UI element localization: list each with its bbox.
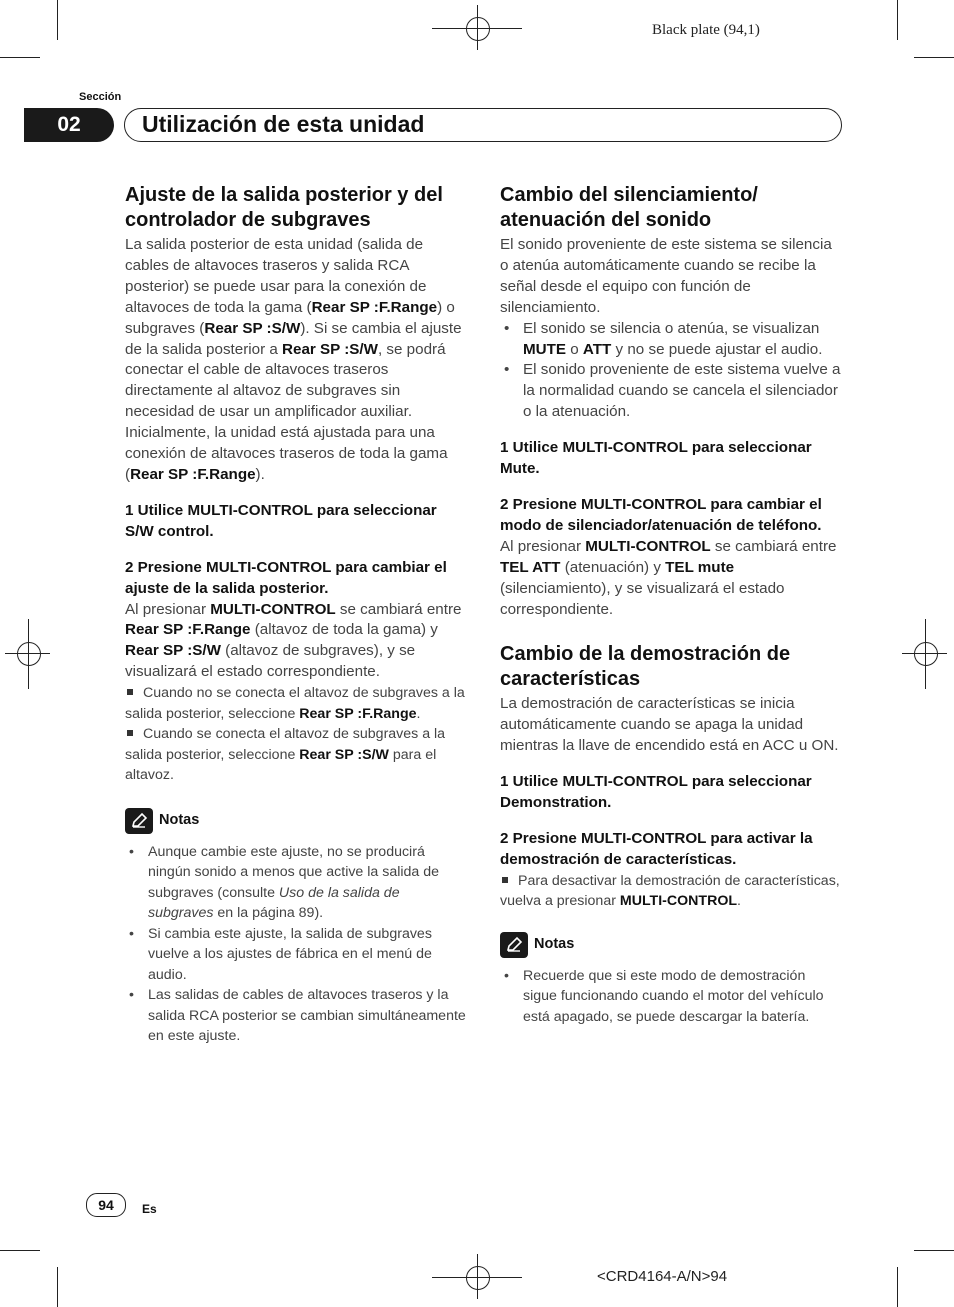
demo-intro: La demostración de características se inicia automáticamente cuando se apaga la unidad mientras la llave de encendido está en ACC u ON.	[500, 695, 839, 755]
step-2-mute-body: Al presionar MULTI-CONTROL se cambiará entre TEL ATT (atenuación) y TEL mute (silenciamiento), y se visualizará el estado correspondiente.	[500, 537, 837, 618]
note-item: • Aunque cambie este ajuste, no se producirá ningún sonido a menos que active la salida de subgraves (consulte Uso de la salida de subgraves en la página 89).	[125, 842, 467, 924]
square-bullet-item: Para desactivar la demostración de características, vuelva a presionar MULTI-CONTROL.	[500, 872, 840, 910]
bullet-item: • El sonido se silencia o atenúa, se visualizan MUTE o ATT y no se puede ajustar el audio.	[500, 319, 842, 361]
notes-label: Notas	[159, 812, 200, 829]
notes-header	[125, 808, 467, 834]
step-2-body: Al presionar MULTI-CONTROL se cambiará entre Rear SP :F.Range (altavoz de toda la gama) y Rear SP :S/W (altavoz de subgraves), y se visualizará el estado correspondiente.	[125, 600, 462, 681]
left-column	[125, 183, 467, 1047]
section-label: Sección	[79, 91, 122, 103]
heading-demonstration: Cambio de la demostración de características	[500, 643, 791, 691]
note-item: • Las salidas de cables de altavoces traseros y la salida RCA posterior se cambian simultáneamente en este ajuste.	[125, 985, 467, 1047]
step-2-mute-mode: 2 Presione MULTI-CONTROL para cambiar el modo de silenciador/atenuación de teléfono.	[500, 495, 822, 534]
right-column	[500, 183, 842, 1027]
step-2-activate-demo: 2 Presione MULTI-CONTROL para activar la demostración de características.	[500, 829, 813, 868]
heading-rear-output: Ajuste de la salida posterior y del controlador de subgraves	[125, 184, 443, 231]
note-item: • Si cambia este ajuste, la salida de subgraves vuelve a los ajustes de fábrica en el menú de audio.	[125, 924, 467, 986]
square-bullet-item: Cuando no se conecta el altavoz de subgraves a la salida posterior, seleccione Rear SP :F.Range.	[125, 685, 465, 722]
step-1-select-demo: 1 Utilice MULTI-CONTROL para seleccionar Demonstration.	[500, 773, 812, 812]
notes-header	[500, 932, 842, 958]
plate-label: Black plate (94,1)	[652, 22, 760, 38]
step-2-press-multicontrol: 2 Presione MULTI-CONTROL para cambiar el ajuste de la salida posterior.	[125, 558, 447, 597]
mute-intro: El sonido proveniente de este sistema se silencia o atenúa automáticamente cuando se recibe la señal desde el equipo con función de silenciamiento.	[500, 236, 832, 316]
page-number: 94	[86, 1193, 126, 1217]
pencil-note-icon	[500, 932, 528, 958]
section-title: Utilización de esta unidad	[142, 111, 425, 137]
section-number-badge: 02	[24, 108, 114, 142]
square-bullet-item: Cuando se conecta el altavoz de subgraves a la salida posterior, seleccione Rear SP :S/W para el altavoz.	[125, 726, 446, 784]
footer-code: <CRD4164-A/N>94	[597, 1268, 728, 1285]
language-code: Es	[142, 1202, 157, 1216]
note-item: • Recuerde que si este modo de demostración sigue funcionando cuando el motor del vehículo está apagado, se puede descargar la batería.	[500, 966, 842, 1028]
rear-output-intro: La salida posterior de esta unidad (salida de cables de altavoces traseros y salida RCA posterior) se puede usar para la conexión de altavoces de toda la gama (Rear SP :F.Range) o subgraves (Rear SP :S/W). Si se cambia el ajuste de la salida posterior a Rear SP :S/W, se podrá conectar el cable de altavoces traseros directamente al altavoz de subgraves sin necesidad de usar un amplificador auxiliar. Inicialmente, la unidad está ajustada para una conexión de altavoces traseros de toda la gama (Rear SP :F.Range).	[125, 236, 462, 483]
step-1-select-mute: 1 Utilice MULTI-CONTROL para seleccionar Mute.	[500, 439, 812, 478]
step-1-select-sw: 1 Utilice MULTI-CONTROL para seleccionar S/W control.	[125, 501, 437, 540]
bullet-item: • El sonido proveniente de este sistema vuelve a la normalidad cuando se cancela el silenciador o la atenuación.	[500, 360, 842, 423]
notes-label: Notas	[534, 936, 575, 953]
heading-mute-attenuation: Cambio del silenciamiento/ atenuación del sonido	[500, 184, 758, 231]
pencil-note-icon	[125, 808, 153, 834]
